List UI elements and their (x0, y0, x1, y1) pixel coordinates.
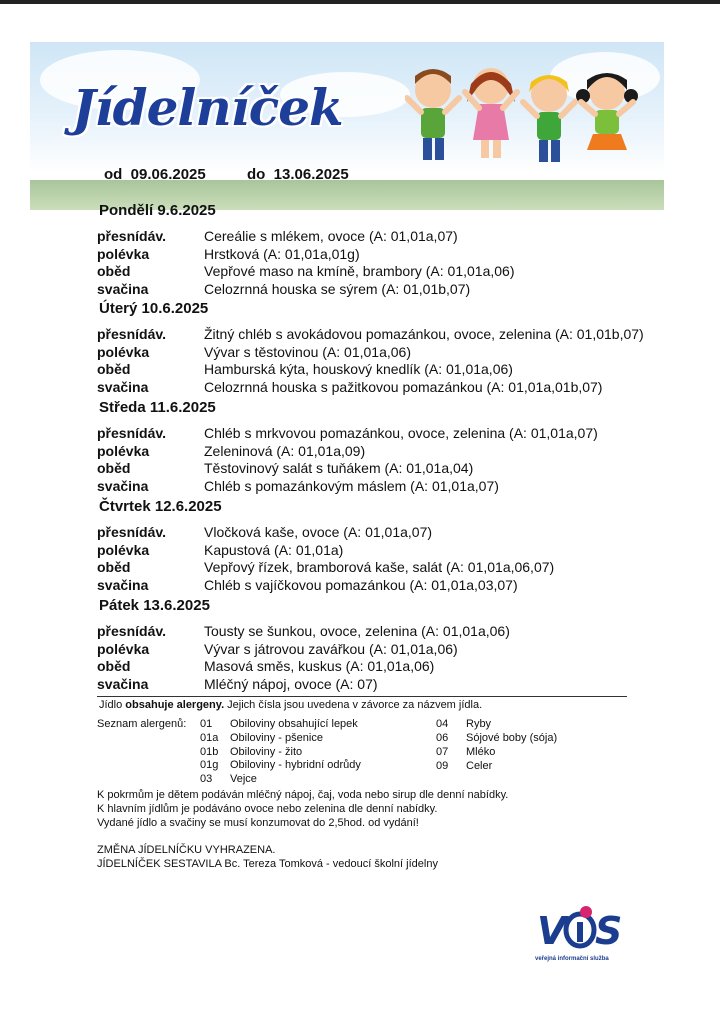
meal-item: Kapustová (A: 01,01a) (204, 541, 344, 558)
meal-item: Hamburská kýta, houskový knedlík (A: 01,01a,06) (204, 361, 513, 378)
allergen-code: 01a (200, 731, 219, 744)
date-from: od 09.06.2025 (104, 166, 206, 183)
note-line: K hlavním jídlům je podáváno ovoce nebo zelenina dle denní nabídky. (97, 803, 438, 815)
allergen-code: 01g (200, 759, 219, 772)
meal-label: svačina (97, 378, 149, 395)
meal-item: Celozrnná houska s pažitkovou pomazánkou (A: 01,01a,01b,07) (204, 378, 603, 395)
meal-item: Hrstková (A: 01,01a,01g) (204, 245, 360, 262)
meal-label: svačina (97, 576, 149, 593)
allergen-name: Celer (466, 760, 493, 772)
meal-label: polévka (97, 442, 150, 459)
note-line: Vydané jídlo a svačiny se musí konzumovat do 2,5hod. od vydání! (97, 817, 419, 829)
meal-item: Zeleninová (A: 01,01a,09) (204, 442, 366, 459)
meal-item: Chléb s mrkvovou pomazánkou, ovoce, zelenina (A: 01,01a,07) (204, 425, 598, 441)
day-heading: Čtvrtek 12.6.2025 (99, 498, 222, 515)
vis-logo (535, 900, 635, 970)
footer-line: ZMĚNA JÍDELNÍČKU VYHRAZENA. (97, 844, 276, 856)
allergen-code: 01 (200, 718, 213, 730)
meal-label: oběd (97, 460, 131, 477)
meal-item: Cereálie s mlékem, ovoce (A: 01,01a,07) (204, 228, 458, 244)
allergen-name: Sójové boby (sója) (466, 732, 558, 744)
meal-label: přesnídáv. (97, 326, 166, 342)
page-title: Jídelníček (72, 78, 343, 137)
meal-item: Mléčný nápoj, ovoce (A: 07) (204, 675, 378, 692)
meal-label: polévka (97, 541, 150, 558)
allergen-name: Mléko (466, 746, 496, 758)
day-heading: Úterý 10.6.2025 (99, 300, 209, 317)
day-heading: Pondělí 9.6.2025 (99, 202, 216, 219)
meal-label: svačina (97, 477, 149, 494)
meal-item: Vepřový řízek, bramborová kaše, salát (A: 01,01a,06,07) (204, 559, 555, 576)
meal-item: Žitný chléb s avokádovou pomazánkou, ovoce, zelenina (A: 01,01b,07) (204, 326, 644, 342)
meal-item: Těstovinový salát s tuňákem (A: 01,01a,04) (204, 460, 474, 477)
allergen-code: 01b (200, 745, 219, 758)
meal-label: oběd (97, 263, 131, 280)
meal-label: svačina (97, 675, 149, 692)
allergen-name: Vejce (230, 773, 257, 786)
meal-label: oběd (97, 361, 131, 378)
allergen-name: Obiloviny - hybridní odrůdy (230, 759, 361, 772)
date-to: do 13.06.2025 (247, 166, 349, 183)
meal-label: polévka (97, 245, 150, 262)
allergen-name: Obiloviny - pšenice (230, 731, 323, 744)
meal-item: Chléb s pomazánkovým máslem (A: 01,01a,07) (204, 477, 499, 494)
allergen-note: Jídlo obsahuje alergeny. Jejich čísla jsou uvedena v závorce za názvem jídla. (99, 699, 483, 711)
logo-tagline: veřejná informační služba (535, 956, 609, 962)
allergen-code: 07 (436, 746, 449, 758)
meal-label: přesnídáv. (97, 425, 166, 441)
allergen-name: Ryby (466, 718, 492, 730)
meal-item: Tousty se šunkou, ovoce, zelenina (A: 01,01a,06) (204, 623, 510, 639)
day-heading: Středa 11.6.2025 (99, 399, 216, 416)
footer-line: JÍDELNÍČEK SESTAVILA Bc. Tereza Tomková - vedoucí školní jídelny (97, 858, 438, 870)
meal-item: Vločková kaše, ovoce (A: 01,01a,07) (204, 524, 433, 540)
svg-text:V: V (537, 909, 567, 953)
divider (97, 696, 627, 697)
meal-label: přesnídáv. (97, 524, 166, 540)
allergen-code: 06 (436, 732, 449, 744)
meal-label: oběd (97, 658, 131, 675)
meal-label: polévka (97, 343, 150, 360)
allergen-code: 09 (436, 760, 449, 772)
allergen-code: 04 (436, 718, 449, 730)
svg-text:S: S (595, 909, 623, 953)
day-heading: Pátek 13.6.2025 (99, 597, 210, 614)
allergen-list-label: Seznam alergenů: (97, 718, 187, 730)
allergen-name: Obiloviny obsahující lepek (230, 718, 358, 730)
note-line: K pokrmům je dětem podáván mléčný nápoj, čaj, voda nebo sirup dle denní nabídky. (97, 789, 509, 801)
allergen-code: 03 (200, 773, 213, 786)
meal-label: svačina (97, 280, 149, 297)
meal-label: přesnídáv. (97, 228, 166, 244)
meal-item: Chléb s vajíčkovou pomazánkou (A: 01,01a,03,07) (204, 576, 518, 593)
meal-item: Celozrnná houska se sýrem (A: 01,01b,07) (204, 280, 471, 297)
meal-item: Vývar s těstovinou (A: 01,01a,06) (204, 343, 411, 360)
allergen-name: Obiloviny - žito (230, 745, 303, 758)
meal-label: přesnídáv. (97, 623, 166, 639)
meal-item: Masová směs, kuskus (A: 01,01a,06) (204, 658, 435, 675)
children-illustration (405, 62, 640, 172)
meal-label: polévka (97, 640, 150, 657)
scan-edge (0, 0, 720, 4)
meal-item: Vývar s játrovou zavářkou (A: 01,01a,06) (204, 640, 458, 657)
meal-item: Vepřové maso na kmíně, brambory (A: 01,01a,06) (204, 263, 515, 280)
meal-label: oběd (97, 559, 131, 576)
